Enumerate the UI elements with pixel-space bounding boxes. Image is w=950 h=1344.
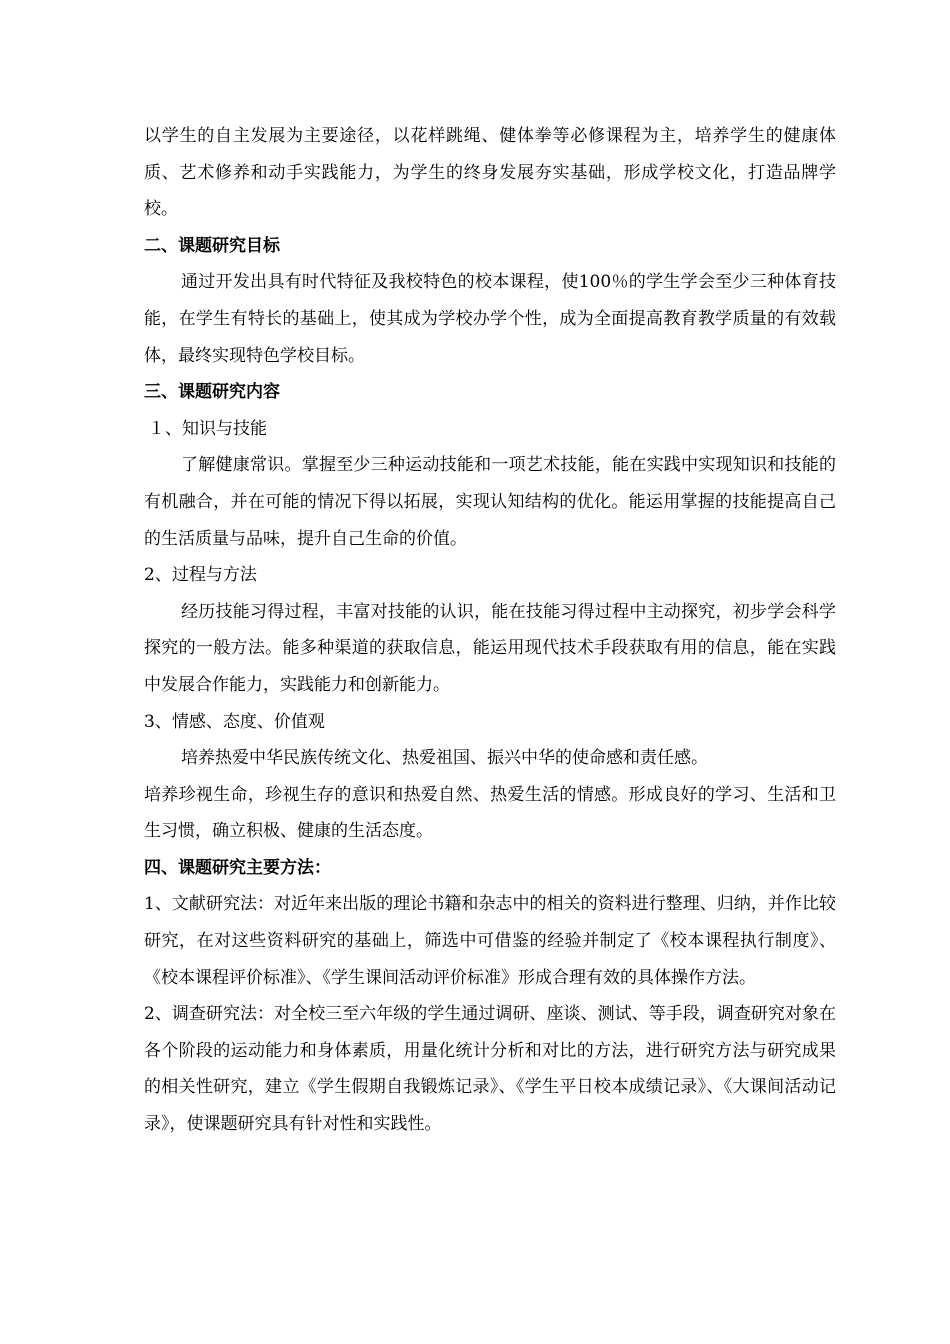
subheading-process-method: 2、过程与方法	[144, 565, 257, 586]
objectives-paragraph: 通过开发出具有时代特征及我校特色的校本课程，使100％的学生学会至少三种体育技能，在学生有特长的基础上，使其成为学校办学个性，成为全面提高教育教学质量的有效载体，最终实现特色学校目标。	[144, 272, 836, 366]
section-heading-content: 三、课题研究内容	[144, 382, 280, 403]
intro-paragraph: 以学生的自主发展为主要途径，以花样跳绳、健体拳等必修课程为主，培养学生的健康体质、艺术修养和动手实践能力，为学生的终身发展夯实基础，形成学校文化，打造品牌学校。	[144, 126, 836, 220]
emotion-paragraph-2: 培养珍视生命，珍视生存的意识和热爱自然、热爱生活的情感。形成良好的学习、生活和卫生习惯，确立积极、健康的生活态度。	[144, 784, 836, 842]
literature-method-paragraph: 1、文献研究法：对近年来出版的理论书籍和杂志中的相关的资料进行整理、归纳，并作比较研究，在对这些资料研究的基础上，筛选中可借鉴的经验并制定了《校本课程执行制度》、《校本课程评价标准》、《学生课间活动评价标准》形成合理有效的具体操作方法。	[144, 894, 836, 988]
section-heading-objectives: 二、课题研究目标	[144, 235, 280, 256]
emotion-paragraph-1: 培养热爱中华民族传统文化、热爱祖国、振兴中华的使命感和责任感。	[181, 748, 708, 769]
process-method-paragraph: 经历技能习得过程，丰富对技能的认识，能在技能习得过程中主动探究，初步学会科学探究的一般方法。能多种渠道的获取信息，能运用现代技术手段获取有用的信息，能在实践中发展合作能力，实践能力和创新能力。	[144, 601, 836, 695]
survey-method-paragraph: 2、调查研究法：对全校三至六年级的学生通过调研、座谈、测试、等手段，调查研究对象在各个阶段的运动能力和身体素质，用量化统计分析和对比的方法，进行研究方法与研究成果的相关性研究，建立《学生假期自我锻炼记录》、《学生平日校本成绩记录》、《大课间活动记录》，使课题研究具有针对性和实践性。	[144, 1004, 836, 1135]
section-heading-methods: 四、课题研究主要方法：	[144, 857, 331, 878]
subheading-emotion-attitude-values: 3、情感、态度、价值观	[144, 711, 325, 732]
document-body	[144, 118, 836, 1143]
knowledge-skills-paragraph: 了解健康常识。掌握至少三种运动技能和一项艺术技能，能在实践中实现知识和技能的有机融合，并在可能的情况下得以拓展，实现认知结构的优化。能运用掌握的技能提高自己的生活质量与品味，提升自己生命的价值。	[144, 455, 836, 549]
subheading-knowledge-skills: １、知识与技能	[148, 418, 267, 439]
